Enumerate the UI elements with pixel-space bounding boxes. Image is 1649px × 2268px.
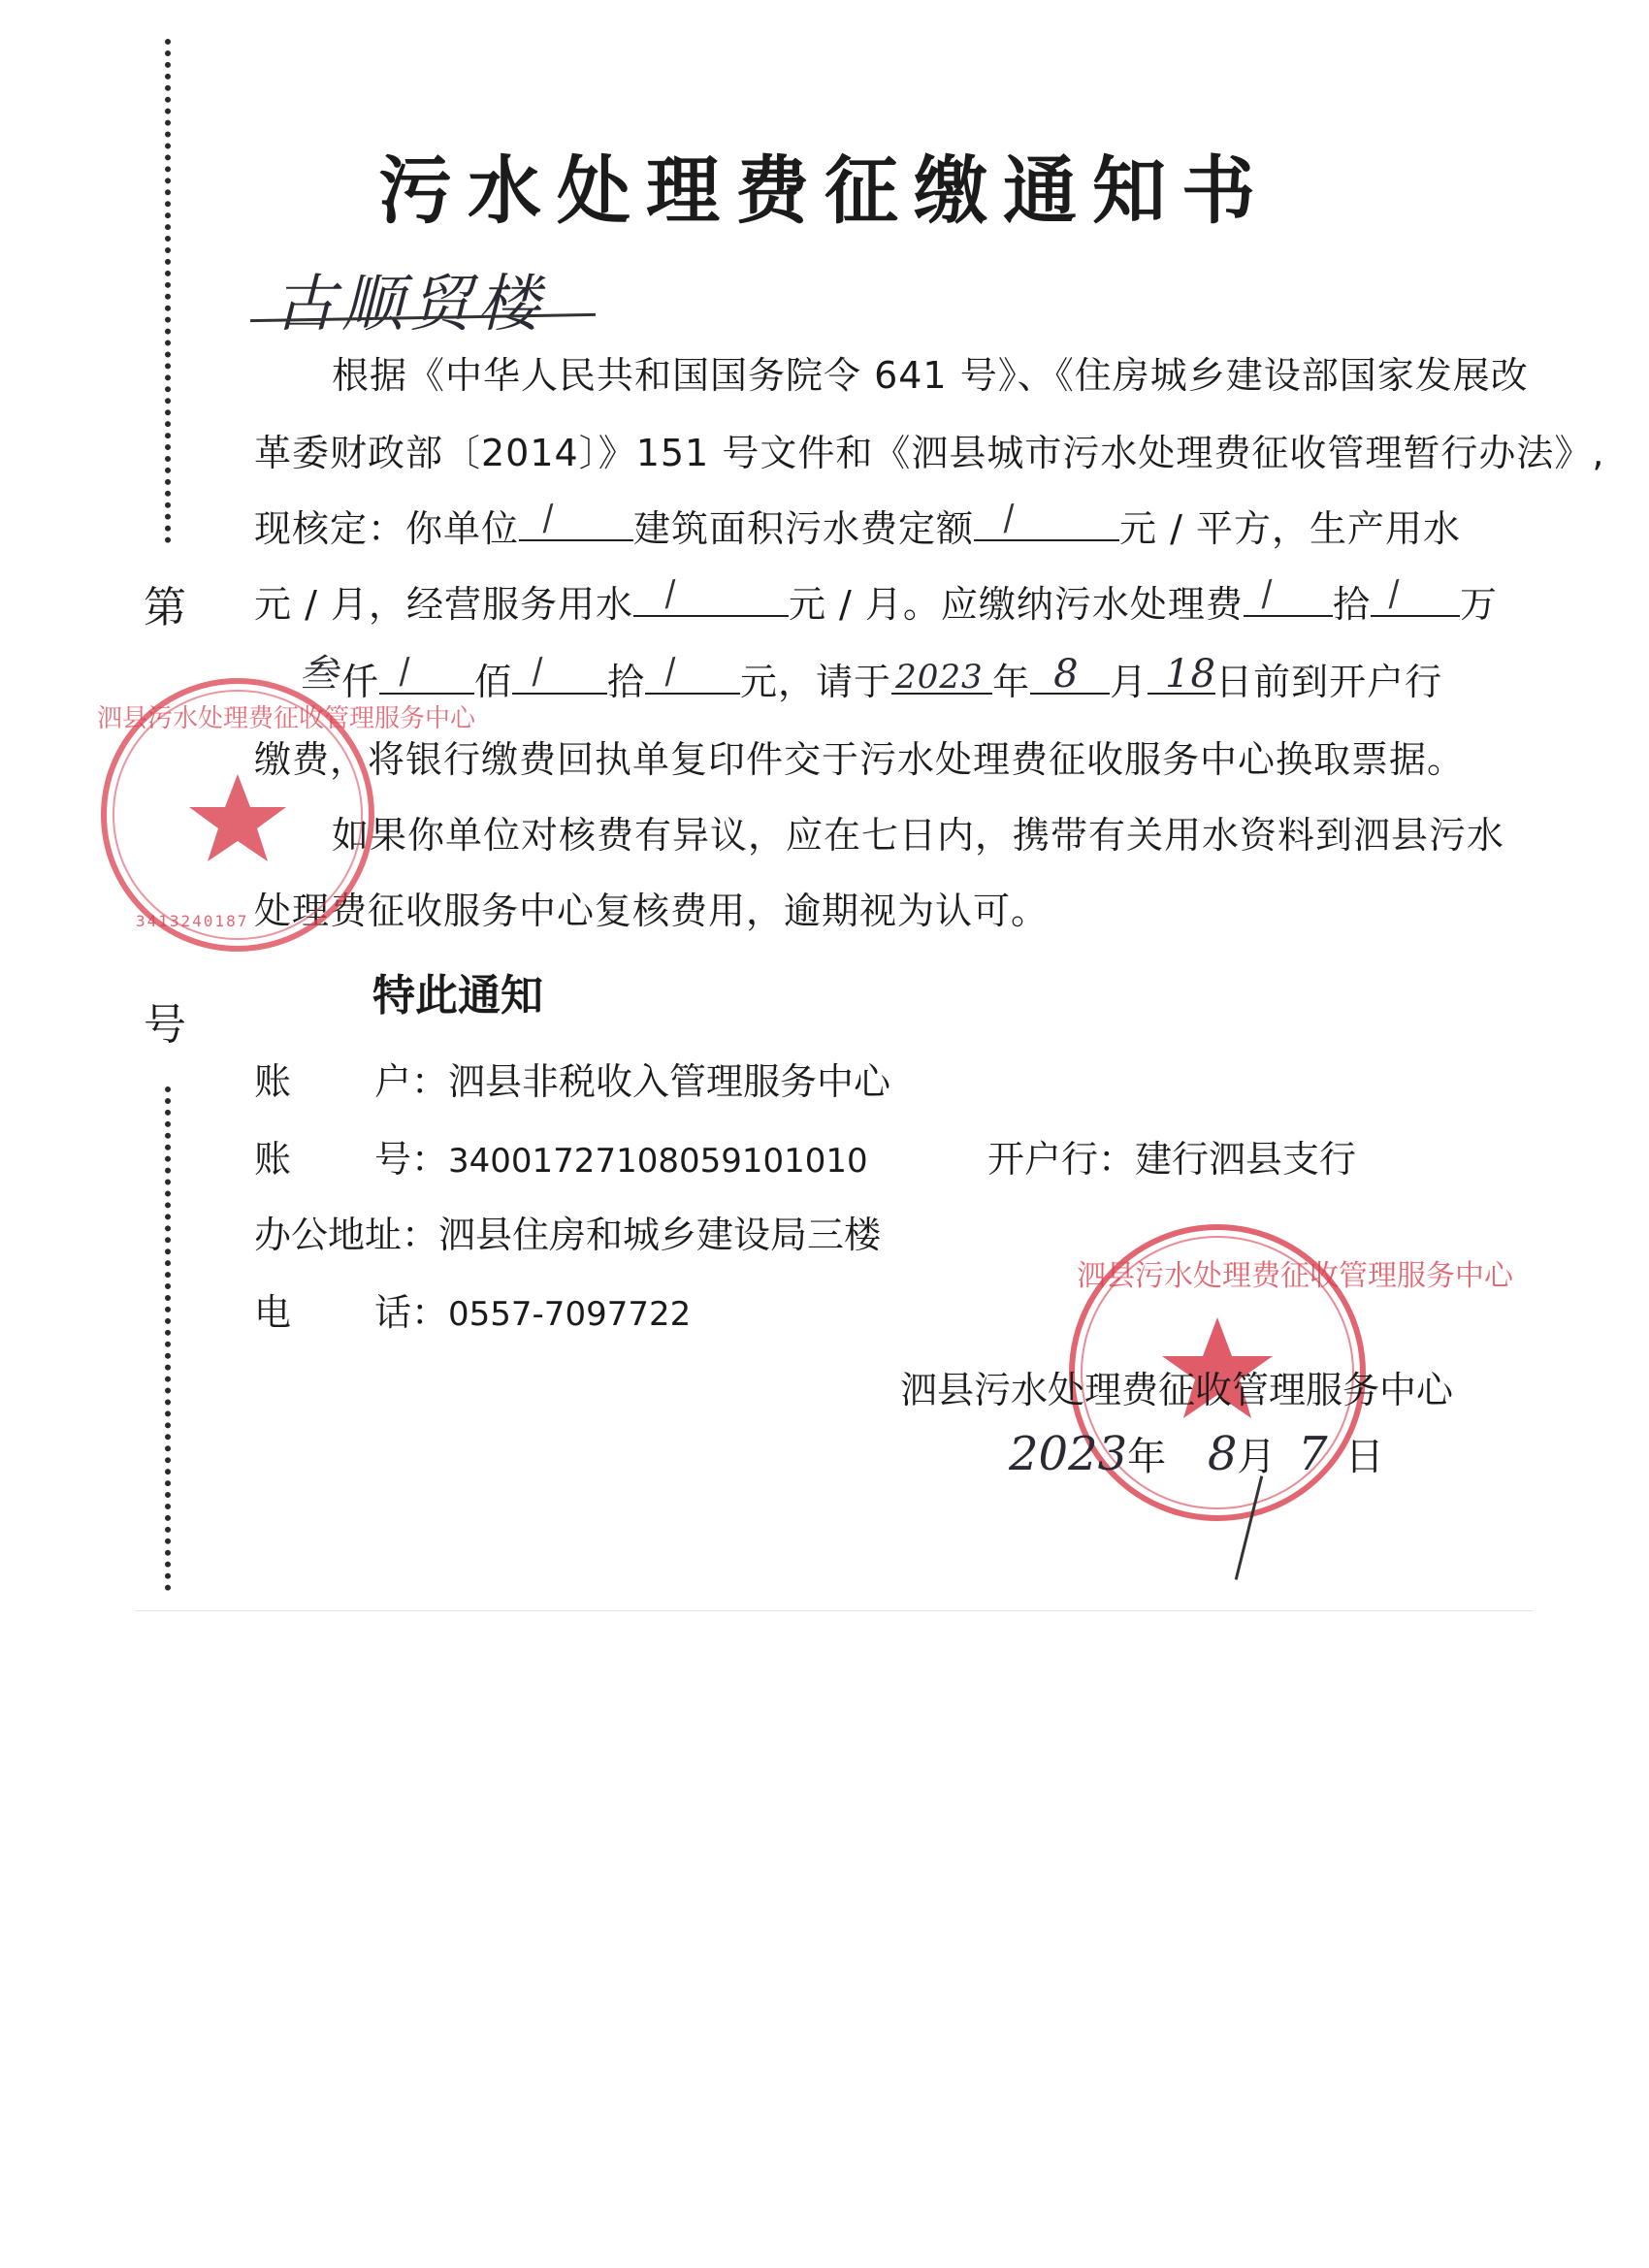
issue-day-label: 日 [1344,1435,1384,1479]
account-number-row [254,1129,868,1183]
para2-line2: 处理费征收服务中心复核费用，逾期视为认可。 [254,890,1050,932]
line4-text-d: 万 [1459,583,1498,626]
issue-date [1009,1426,1384,1481]
line5-text-b: 佰 [474,661,513,703]
line3-text-a: 现核定：你单位 [254,507,520,550]
seal-left-code: 3413240187 [136,912,249,930]
address-label: 办公地址： [254,1214,439,1256]
line5-text-e: 年 [992,661,1031,703]
line3-text-b: 建筑面积污水费定额 [633,507,975,550]
addressee-handwritten: 古顺贸楼 [274,269,545,340]
line5-text-a: 仟 [341,661,380,703]
blank-unit-area: / [519,508,633,541]
account-number-value: 34001727108059101010 [448,1142,868,1181]
phone-row [254,1282,691,1336]
para2-line1: 如果你单位对核费有异议，应在七日内，携带有关用水资料到泗县污水 [332,814,1505,857]
binding-dots-top [165,39,171,543]
blank-yuan: / [645,662,740,695]
para1-line1: 根据《中华人民共和国国务院令 641 号》、《住房城乡建设部国家发展改 [332,354,1529,397]
blank-bai: / [379,662,474,695]
handwritten-due-day: 18 [1165,652,1216,697]
line3-text-c: 元 / 平方，生产用水 [1119,507,1461,550]
bank-label: 开户行： [987,1138,1136,1181]
para1-line5 [254,652,1442,705]
para1-line2: 革委财政部〔2014〕》151 号文件和《泗县城市污水处理费征收管理暂行办法》, [254,432,1605,474]
seal-right-text: 泗县污水处理费征收管理服务中心 [1077,1259,1513,1293]
issue-year-handwritten: 2023 [1009,1427,1128,1481]
issue-month-handwritten: 8 [1207,1427,1238,1481]
line4-text-c: 拾 [1332,583,1371,626]
due-year-field [891,658,992,697]
account-name-row [254,1052,890,1105]
page-fold-line [136,1610,1533,1611]
binding-dots-bottom [165,1086,171,1591]
bank-value: 建行泗县支行 [1135,1138,1357,1181]
blank-ten-wan: / [1244,584,1333,617]
notice-heading: 特此通知 [372,971,543,1021]
line5-text-d: 元，请于 [740,661,892,703]
para1-line3 [254,499,1461,552]
handwritten-due-year: 2023 [895,658,984,697]
due-month-field [1030,652,1110,697]
line5-text-g: 日前到开户行 [1215,661,1443,703]
phone-label-b: 话： [374,1291,449,1334]
phone-label-a: 电 [254,1291,292,1334]
issue-month-label: 月 [1237,1435,1277,1479]
blank-wan: / [1371,584,1460,617]
account-name-value: 泗县非税收入管理服务中心 [448,1060,891,1103]
account-number-label-b: 号： [374,1138,449,1181]
issuer-name: 泗县污水处理费征收管理服务中心 [900,1369,1454,1411]
line4-text-a: 元 / 月，经营服务用水 [254,583,633,626]
handwritten-due-month: 8 [1053,652,1080,697]
line5-text-c: 拾 [607,661,646,703]
line4-text-b: 元 / 月。应缴纳污水处理费 [788,583,1244,626]
address-value: 泗县住房和城乡建设局三楼 [438,1214,882,1256]
para1-line6: 缴费，将银行缴费回执单复印件交于污水处理费征收服务中心换取票据。 [254,738,1466,781]
account-name-label-a: 账 [254,1060,292,1103]
blank-quota: / [974,508,1119,541]
seal-left-text: 泗县污水处理费征收管理服务中心 [97,704,476,733]
blank-service-water: / [633,584,789,617]
para1-line4 [254,574,1498,628]
issue-day-handwritten: 7 [1298,1427,1328,1481]
handwritten-qian: 叁 [299,652,339,697]
due-day-field [1148,652,1216,697]
line5-text-f: 月 [1110,661,1148,703]
address-row [254,1205,881,1258]
account-number-label-a: 账 [254,1138,292,1181]
side-label-number-suffix: 号 [144,1000,186,1050]
bank-row [987,1129,1356,1183]
side-label-number-prefix: 第 [144,583,186,632]
blank-shi: / [512,662,607,695]
document-title: 污水处理费征缴通知书 [378,147,1271,234]
phone-value: 0557-7097722 [448,1295,692,1334]
issue-year-label: 年 [1127,1435,1167,1479]
account-name-label-b: 户： [374,1060,449,1103]
